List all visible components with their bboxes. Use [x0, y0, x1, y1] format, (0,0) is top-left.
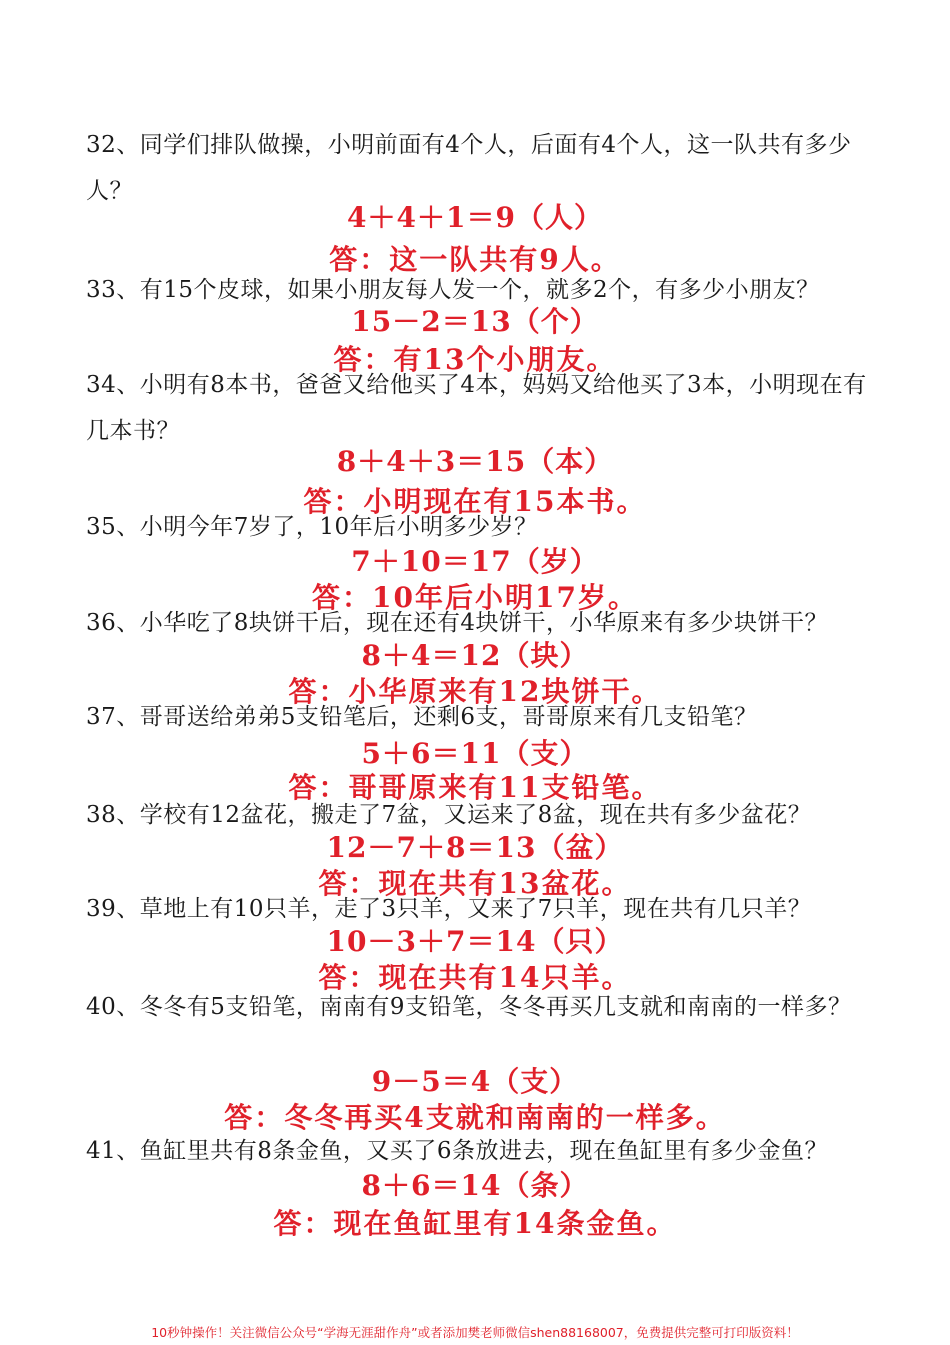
problem-38-answer: 答：现在共有13盆花。	[318, 867, 632, 900]
problem-41-question: 41、鱼缸里共有8条金鱼，又买了6条放进去，现在鱼缸里有多少金鱼？	[86, 1138, 829, 1164]
problem-37-equation: 5＋6＝11（支）	[361, 737, 589, 770]
problem-35-question: 35、小明今年7岁了，10年后小明多少岁？	[86, 514, 538, 540]
problem-33-question: 33、有15个皮球，如果小朋友每人发一个，就多2个，有多少小朋友？	[86, 277, 820, 303]
problem-39-question: 39、草地上有10只羊，走了3只羊，又来了7只羊，现在共有几只羊？	[86, 896, 812, 922]
problem-39-equation: 10－3＋7＝14（只）	[326, 925, 624, 958]
problem-34-answer: 答：小明现在有15本书。	[303, 485, 647, 518]
problem-36-answer: 答：小华原来有12块饼干。	[288, 675, 662, 708]
problem-33-equation: 15－2＝13（个）	[351, 305, 599, 338]
problem-36-equation: 8＋4＝12（块）	[361, 639, 589, 672]
problem-39-answer: 答：现在共有14只羊。	[318, 961, 632, 994]
problem-40-question: 40、冬冬有5支铅笔，南南有9支铅笔，冬冬再买几支就和南南的一样多？	[86, 994, 852, 1020]
problem-41-equation: 8＋6＝14（条）	[361, 1169, 589, 1202]
problem-41-answer: 答：现在鱼缸里有14条金鱼。	[273, 1207, 677, 1240]
problem-34-question: 34、小明有8本书，爸爸又给他买了4本，妈妈又给他买了3本，小明现在有几本书？	[86, 372, 867, 444]
problem-37-question: 37、哥哥送给弟弟5支铅笔后，还剩6支，哥哥原来有几支铅笔？	[86, 704, 758, 730]
problem-38-equation: 12－7＋8＝13（盆）	[326, 831, 624, 864]
problem-40-answer: 答：冬冬再买4支就和南南的一样多。	[224, 1101, 726, 1134]
problem-32-answer: 答：这一队共有9人。	[329, 243, 621, 276]
problem-37-answer: 答：哥哥原来有11支铅笔。	[288, 771, 662, 804]
problem-33-answer: 答：有13个小朋友。	[333, 343, 617, 376]
problem-34-equation: 8＋4＋3＝15（本）	[336, 445, 614, 478]
problem-40-equation: 9－5＝4（支）	[371, 1065, 579, 1098]
footer-promo-text: 10秒钟操作！关注微信公众号“学海无涯甜作舟”或者添加樊老师微信shen88168007，免费提供完整可打印版资料！	[151, 1325, 799, 1340]
problem-32-equation: 4＋4＋1＝9（人）	[347, 201, 603, 234]
problem-35-answer: 答：10年后小明17岁。	[312, 581, 638, 614]
problem-36-question: 36、小华吃了8块饼干后，现在还有4块饼干，小华原来有多少块饼干？	[86, 610, 829, 636]
problem-32-question: 32、同学们排队做操，小明前面有4个人，后面有4个人，这一队共有多少人？	[86, 132, 852, 204]
problem-35-equation: 7＋10＝17（岁）	[351, 545, 599, 578]
problem-38-question: 38、学校有12盆花，搬走了7盆，又运来了8盆，现在共有多少盆花？	[86, 802, 812, 828]
